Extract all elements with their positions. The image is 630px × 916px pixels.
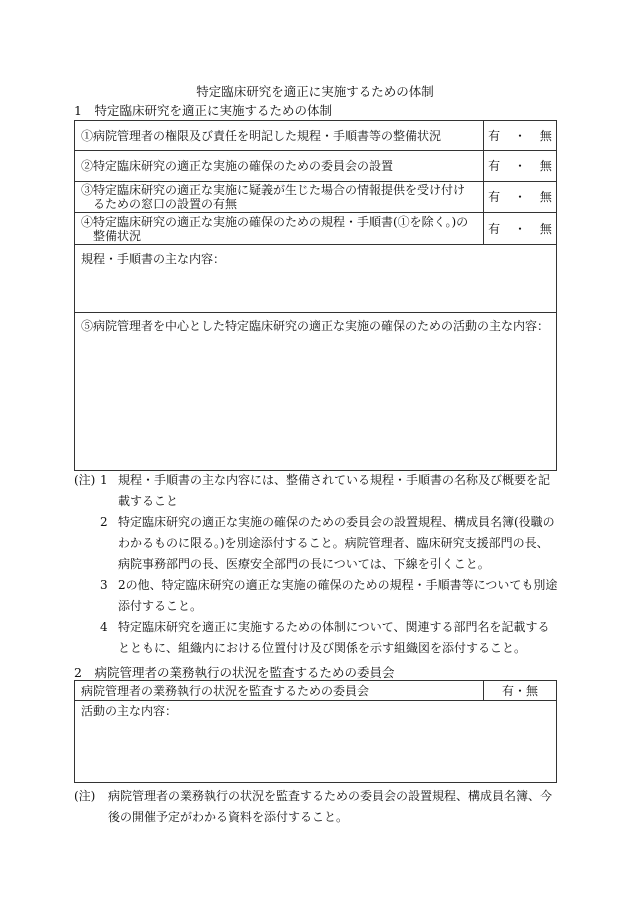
- note-prefix: (注): [74, 789, 96, 803]
- no-option[interactable]: 無: [539, 159, 552, 173]
- row-label: 病院管理者の業務執行の状況を監査するための委員会: [75, 681, 484, 701]
- section2-note: [74, 786, 560, 828]
- table-row: [75, 701, 557, 783]
- yes-no-choice[interactable]: [484, 182, 557, 213]
- row-label: ③特定臨床研究の適正な実施に疑義が生じた場合の情報提供を受け付けるための窓口の設置の有無: [75, 182, 484, 213]
- separator: ・: [513, 221, 526, 236]
- yes-no-choice[interactable]: [484, 121, 557, 151]
- note-number: 3: [100, 578, 108, 592]
- note-item: [74, 470, 560, 512]
- rules-content-label: 規程・手順書の主な内容：: [81, 252, 226, 266]
- yes-no-choice[interactable]: 有・無: [484, 681, 557, 701]
- row-label: ②特定臨床研究の適正な実施の確保のための委員会の設置: [75, 151, 484, 182]
- section1-table: [74, 120, 557, 471]
- row-label: ④特定臨床研究の適正な実施の確保のための規程・手順書(①を除く。)の整備状況: [75, 213, 484, 245]
- row-label: ①病院管理者の権限及び責任を明記した規程・手順書等の整備状況: [75, 121, 484, 151]
- note-text: 規程・手順書の主な内容には、整備されている規程・手順書の名称及び概要を記載すること: [118, 473, 551, 508]
- note-text: 特定臨床研究を適正に実施するための体制について、関連する部門名を記載するとともに、組織内における位置付け及び関係を示す組織図を添付すること。: [118, 620, 550, 655]
- separator: ・: [513, 128, 526, 143]
- note-prefix: (注): [74, 473, 96, 487]
- table-row: [75, 121, 557, 151]
- separator: ・: [513, 159, 526, 173]
- yes-option[interactable]: 有: [488, 221, 501, 236]
- table-row: [75, 151, 557, 182]
- table-row: [75, 245, 557, 313]
- table-row: [75, 681, 557, 701]
- note-item: [74, 617, 560, 659]
- no-option[interactable]: 無: [539, 221, 552, 236]
- note-number: 2: [100, 515, 108, 529]
- yes-option[interactable]: 有: [488, 159, 501, 173]
- activity-content-label: 活動の主な内容：: [81, 704, 178, 718]
- activity-content-field[interactable]: [75, 701, 557, 783]
- no-option[interactable]: 無: [539, 128, 552, 143]
- note-number: 1: [100, 473, 108, 487]
- section2-heading: 2 病院管理者の業務執行の状況を監査するための委員会: [74, 665, 395, 680]
- separator: ・: [513, 190, 526, 204]
- table-row: [75, 213, 557, 245]
- note-text: 病院管理者の業務執行の状況を監査するための委員会の設置規程、構成員名簿、今後の開催予定がわかる資料を添付すること。: [108, 789, 553, 824]
- section2-table: [74, 680, 557, 783]
- table-row: [75, 182, 557, 213]
- note-item: [74, 512, 560, 575]
- note-text: 2の他、特定臨床研究の適正な実施の確保のための規程・手順書等についても別途添付すること。: [118, 578, 558, 613]
- yes-option[interactable]: 有: [488, 190, 501, 204]
- yes-no-choice[interactable]: [484, 151, 557, 182]
- activities-content-label: ⑤病院管理者を中心とした特定臨床研究の適正な実施の確保のための活動の主な内容：: [81, 319, 550, 333]
- table-row: [75, 313, 557, 471]
- note-number: 4: [100, 620, 108, 634]
- yes-no-choice[interactable]: [484, 213, 557, 245]
- yes-option[interactable]: 有: [488, 128, 501, 143]
- no-option[interactable]: 無: [539, 190, 552, 204]
- activities-content-field[interactable]: [75, 313, 557, 471]
- page-title: 特定臨床研究を適正に実施するための体制: [196, 84, 434, 99]
- note-item: [74, 575, 560, 617]
- note-text: 特定臨床研究の適正な実施の確保のための委員会の設置規程、構成員名簿(役職のわかるものに限る。)を別途添付すること。病院管理者、臨床研究支援部門の長、病院事務部門の長、医療安全部門の長については、下線を引くこと。: [118, 515, 555, 571]
- section1-heading: 1 特定臨床研究を適正に実施するための体制: [74, 103, 332, 118]
- section1-notes: [74, 470, 560, 659]
- rules-content-field[interactable]: [75, 245, 557, 313]
